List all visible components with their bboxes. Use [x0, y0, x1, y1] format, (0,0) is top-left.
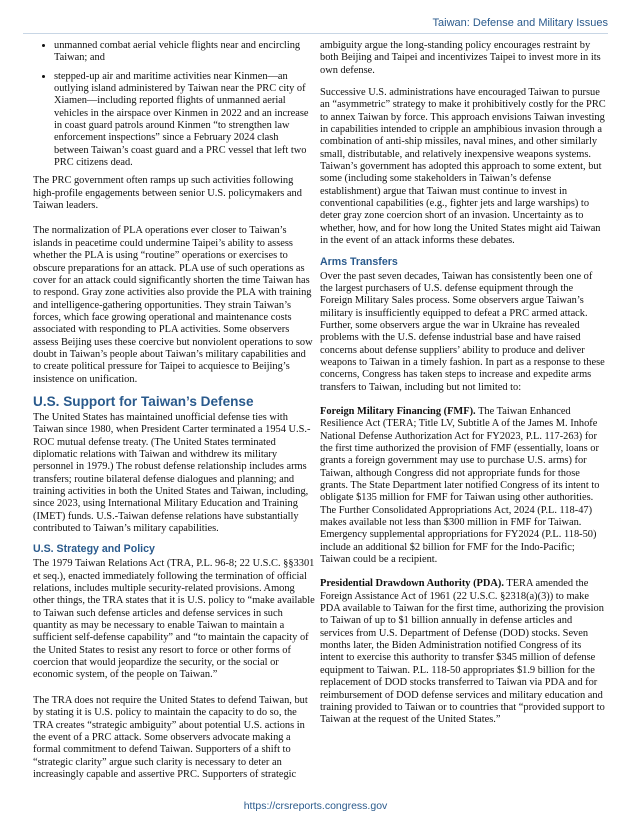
fmf-paragraph [320, 406, 607, 566]
paragraph: The TRA does not require the United States to defend Taiwan, but by stating it is U.S. policy to maintain the capacity to do so, the TRA creates “strategic ambiguity” about potential U.S. actions in the event of a PRC attack. Some observers advocate making a formal commitment to defend Taiwan. Supporters of a shift to “strategic clarity” argue such clarity is necessary to deter an increasingly capable and assertive PRC. Supporters of strategic [33, 694, 308, 780]
fmf-run-in-heading: Foreign Military Financing (FMF). [320, 405, 476, 417]
pda-paragraph [320, 578, 607, 726]
paragraph: The United States has maintained unofficial defense ties with Taiwan since 1980, when President Carter terminated a 1954 U.S.-ROC mutual defense treaty. (The United States terminated diplomatic relations with Taiwan and withdrew its military personnel in 1979.) The robust defense relationship includes arms transfers; routine bilateral defense dialogues and planning; and training activities in both the United States and Taiwan, including, since 2023, using International Military Education and Training (IMET) funds. U.S.-Taiwan defense relations have substantially contributed to Taiwan’s military capabilities. [33, 411, 311, 535]
paragraph: Over the past seven decades, Taiwan has consistently been one of the largest purchasers of U.S. defense equipment through the Foreign Military Sales process. Some observers argue Taiwan’s military is insufficiently equipped to defeat a PRC armed attack. Further, some observers argue the war in Ukraine has revealed problems with the U.S. defense industrial base and have raised concerns about defense suppliers’ ability to produce and deliver weapons to Taiwan in a timely fashion. In part as a response to these concerns, Congress has taken steps to increase and expedite arms transfers to Taiwan, including but not limited to: [320, 270, 605, 393]
header-divider [23, 33, 608, 34]
running-header: Taiwan: Defense and Military Issues [432, 17, 608, 29]
paragraph: The normalization of PLA operations ever closer to Taiwan’s islands in peacetime could undermine Taipei’s ability to assess whether the PLA is using “routine” operations or exercises to obscure preparations for an attack. PLA use of such operations as cover for an attack could significantly shorten the time Taiwan has to respond. Gray zone activities also provide the PLA with training and intelligence-gathering opportunities. They strain Taiwan’s forces, which face growing operational and maintenance costs associated with responding to PLA activities. Some observers assess Beijing uses these coercive but nonviolent operations to sow doubt in Taiwan’s people about Taiwan’s military capabilities and to create political pressure for Taipei to acquiesce to Beijing’s insistence on unification. [33, 225, 313, 385]
footer-link[interactable]: https://crsreports.congress.gov [243, 800, 388, 812]
list-item: • unmanned combat aerial vehicle flights near and encircling Taiwan; and [54, 40, 315, 65]
list-item: • stepped-up air and maritime activities near Kinmen—an outlying island administered by Taiwan near the PRC city of Xiamen—including reported flights of unmanned aerial vehicles in the airspace over Kinmen in 2022 and an increase in coast guard patrols around Kinmen “to strengthen law enforcement inspections” since a February 2024 clash between Taiwan’s coast guard and a PRC vessel that left two PRC citizens dead. [54, 71, 315, 170]
subsection-heading: Arms Transfers [320, 255, 398, 268]
fmf-text: The Taiwan Enhanced Resilience Act (TERA; Title LV, Subtitle A of the James M. Inhofe National Defense Authorization Act for FY2023, P.L. 117-263) for the first time authorized the provision of FMF (essentially, loans or grants a foreign government may use to purchase U.S. arms) for Taiwan, although Congress did not appropriate funds for those grants. The State Department later notified Congress of its intent to obligate $135 million for FMF for Taiwan using other authorities. The Further Consolidated Appropriations Act, 2024 (P.L. 118-47) makes available not less than $300 million in FMF for Taiwan. Emergency supplemental appropriations for FY2024 (P.L. 118-50) include an additional $2 billion for FMF for the Indo-Pacific; Taiwan could be a recipient. [320, 405, 600, 566]
paragraph: The 1979 Taiwan Relations Act (TRA, P.L. 96-8; 22 U.S.C. §§3301 et seq.), enacted immediately following the termination of official relations, includes multiple security-related provisions. Among other things, the TRA states that it is U.S. policy to “make available to Taiwan such defense articles and defense services in such quantity as may be necessary to enable Taiwan to maintain a sufficient self-defense capability” and “to maintain the capacity of the United States to resist any resort to force or other forms of coercion that would jeopardize the security, or the social or economic system, of the people on Taiwan.” [33, 558, 315, 681]
activity-bullet-list [33, 40, 315, 169]
paragraph: Successive U.S. administrations have encouraged Taiwan to pursue an “asymmetric” strategy to make it prohibitively costly for the PRC to annex Taiwan by force. This approach envisions Taiwan investing in capabilities intended to cripple an amphibious invasion through a combination of anti-ship missiles, naval mines, and other similarly small, distributable, and relatively inexpensive weapons systems. Taiwan’s government has adopted this approach to some extent, but some (including some stakeholders in Taiwan’s defense establishment) argue that Taiwan must continue to invest in conventional capabilities (e.g., fighter jets and large warships) to deter gray zone coercion short of an invasion. Uncertainty as to whether, how, and for how long the United States might aid Taiwan in the event of an attack informs these debates. [320, 87, 606, 247]
pda-text: TERA amended the Foreign Assistance Act of 1961 (22 U.S.C. §2318(a)(3)) to make PDA available to Taiwan for the first time, authorizing the provision to Taiwan of up to $1 billion annually in defense articles and services from U.S. Department of Defense (DOD) stocks. Seven months later, the Biden Administration notified Congress of its intent to exercise this authority to transfer $345 million of defense equipment to Taiwan. P.L. 118-50 appropriates $1.9 billion for the replacement of DOD stocks transferred to Taiwan via PDA and for reimbursement of DOD defense services and military education and training provided to Taiwan or to countries that “provided support to Taiwan at the request of the United States.” [320, 578, 605, 726]
right-column [320, 40, 607, 737]
section-heading: U.S. Support for Taiwan’s Defense [33, 393, 254, 409]
left-column [33, 40, 315, 791]
pda-run-in-heading: Presidential Drawdown Authority (PDA). [320, 578, 504, 590]
paragraph: ambiguity argue the long-standing policy encourages restraint by both Beijing and Taipei and incentivizes Taipei to invest more in its own defense. [320, 40, 601, 76]
paragraph: The PRC government often ramps up such activities following high-profile engagements between senior U.S. policymakers and Taiwan leaders. [33, 175, 302, 212]
subsection-heading: U.S. Strategy and Policy [33, 543, 155, 556]
